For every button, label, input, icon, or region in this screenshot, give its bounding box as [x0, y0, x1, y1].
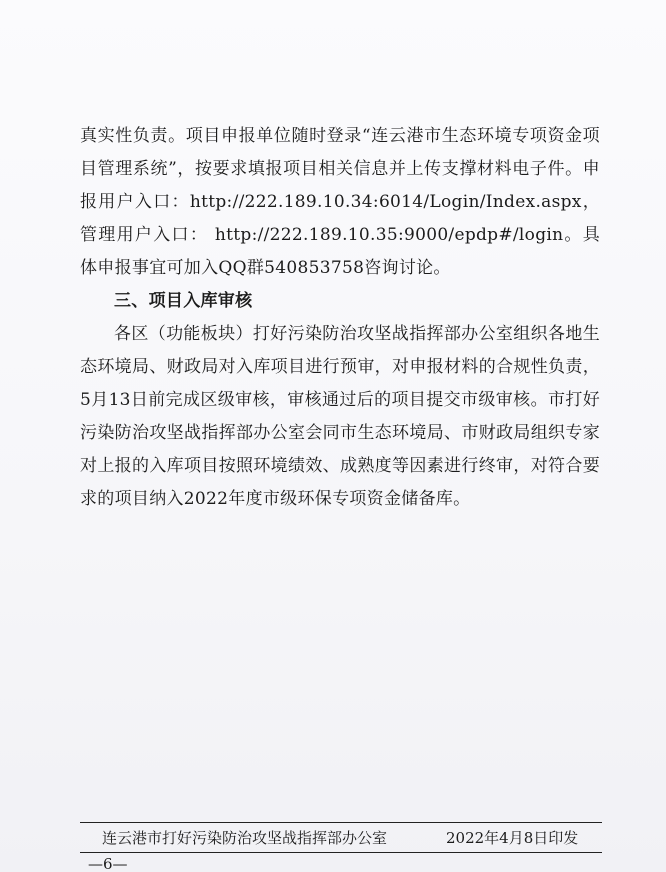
footer-rule-bottom	[80, 852, 602, 853]
footer-issue-date: 2022年4月8日印发	[446, 829, 579, 847]
paragraph-application-details: 真实性负责。项目申报单位随时登录“连云港市生态环境专项资金项目管理系统”，按要求填报项目相关信息并上传支撑材料电子件。申报用户入口：http://222.189.10.34:6014/Login/Index.aspx，管理用户入口： http://222.189.10.35:9000/epdp#/login。具体申报事宜可加入QQ群540853758咨询讨论。	[80, 126, 600, 278]
bleed-through-shadow	[70, 545, 630, 805]
footer-issuing-office: 连云港市打好污染防治攻坚战指挥部办公室	[102, 829, 388, 847]
document-body	[80, 120, 600, 516]
paragraph-review-process: 各区（功能板块）打好污染防治攻坚战指挥部办公室组织各地生态环境局、财政局对入库项目进行预审，对申报材料的合规性负责， 5月13日前完成区级审核，审核通过后的项目提交市级审核。市打好污染防治攻坚战指挥部办公室会同市生态环境局、市财政局组织专家对上报的入库项目按照环境绩效、成熟度等因素进行终审，对符合要求的项目纳入2022年度市级环保专项资金储备库。	[80, 324, 600, 509]
section-heading-review: 三、项目入库审核	[114, 291, 253, 311]
page-number: —6—	[88, 855, 128, 872]
footer-rule-top	[80, 822, 602, 823]
